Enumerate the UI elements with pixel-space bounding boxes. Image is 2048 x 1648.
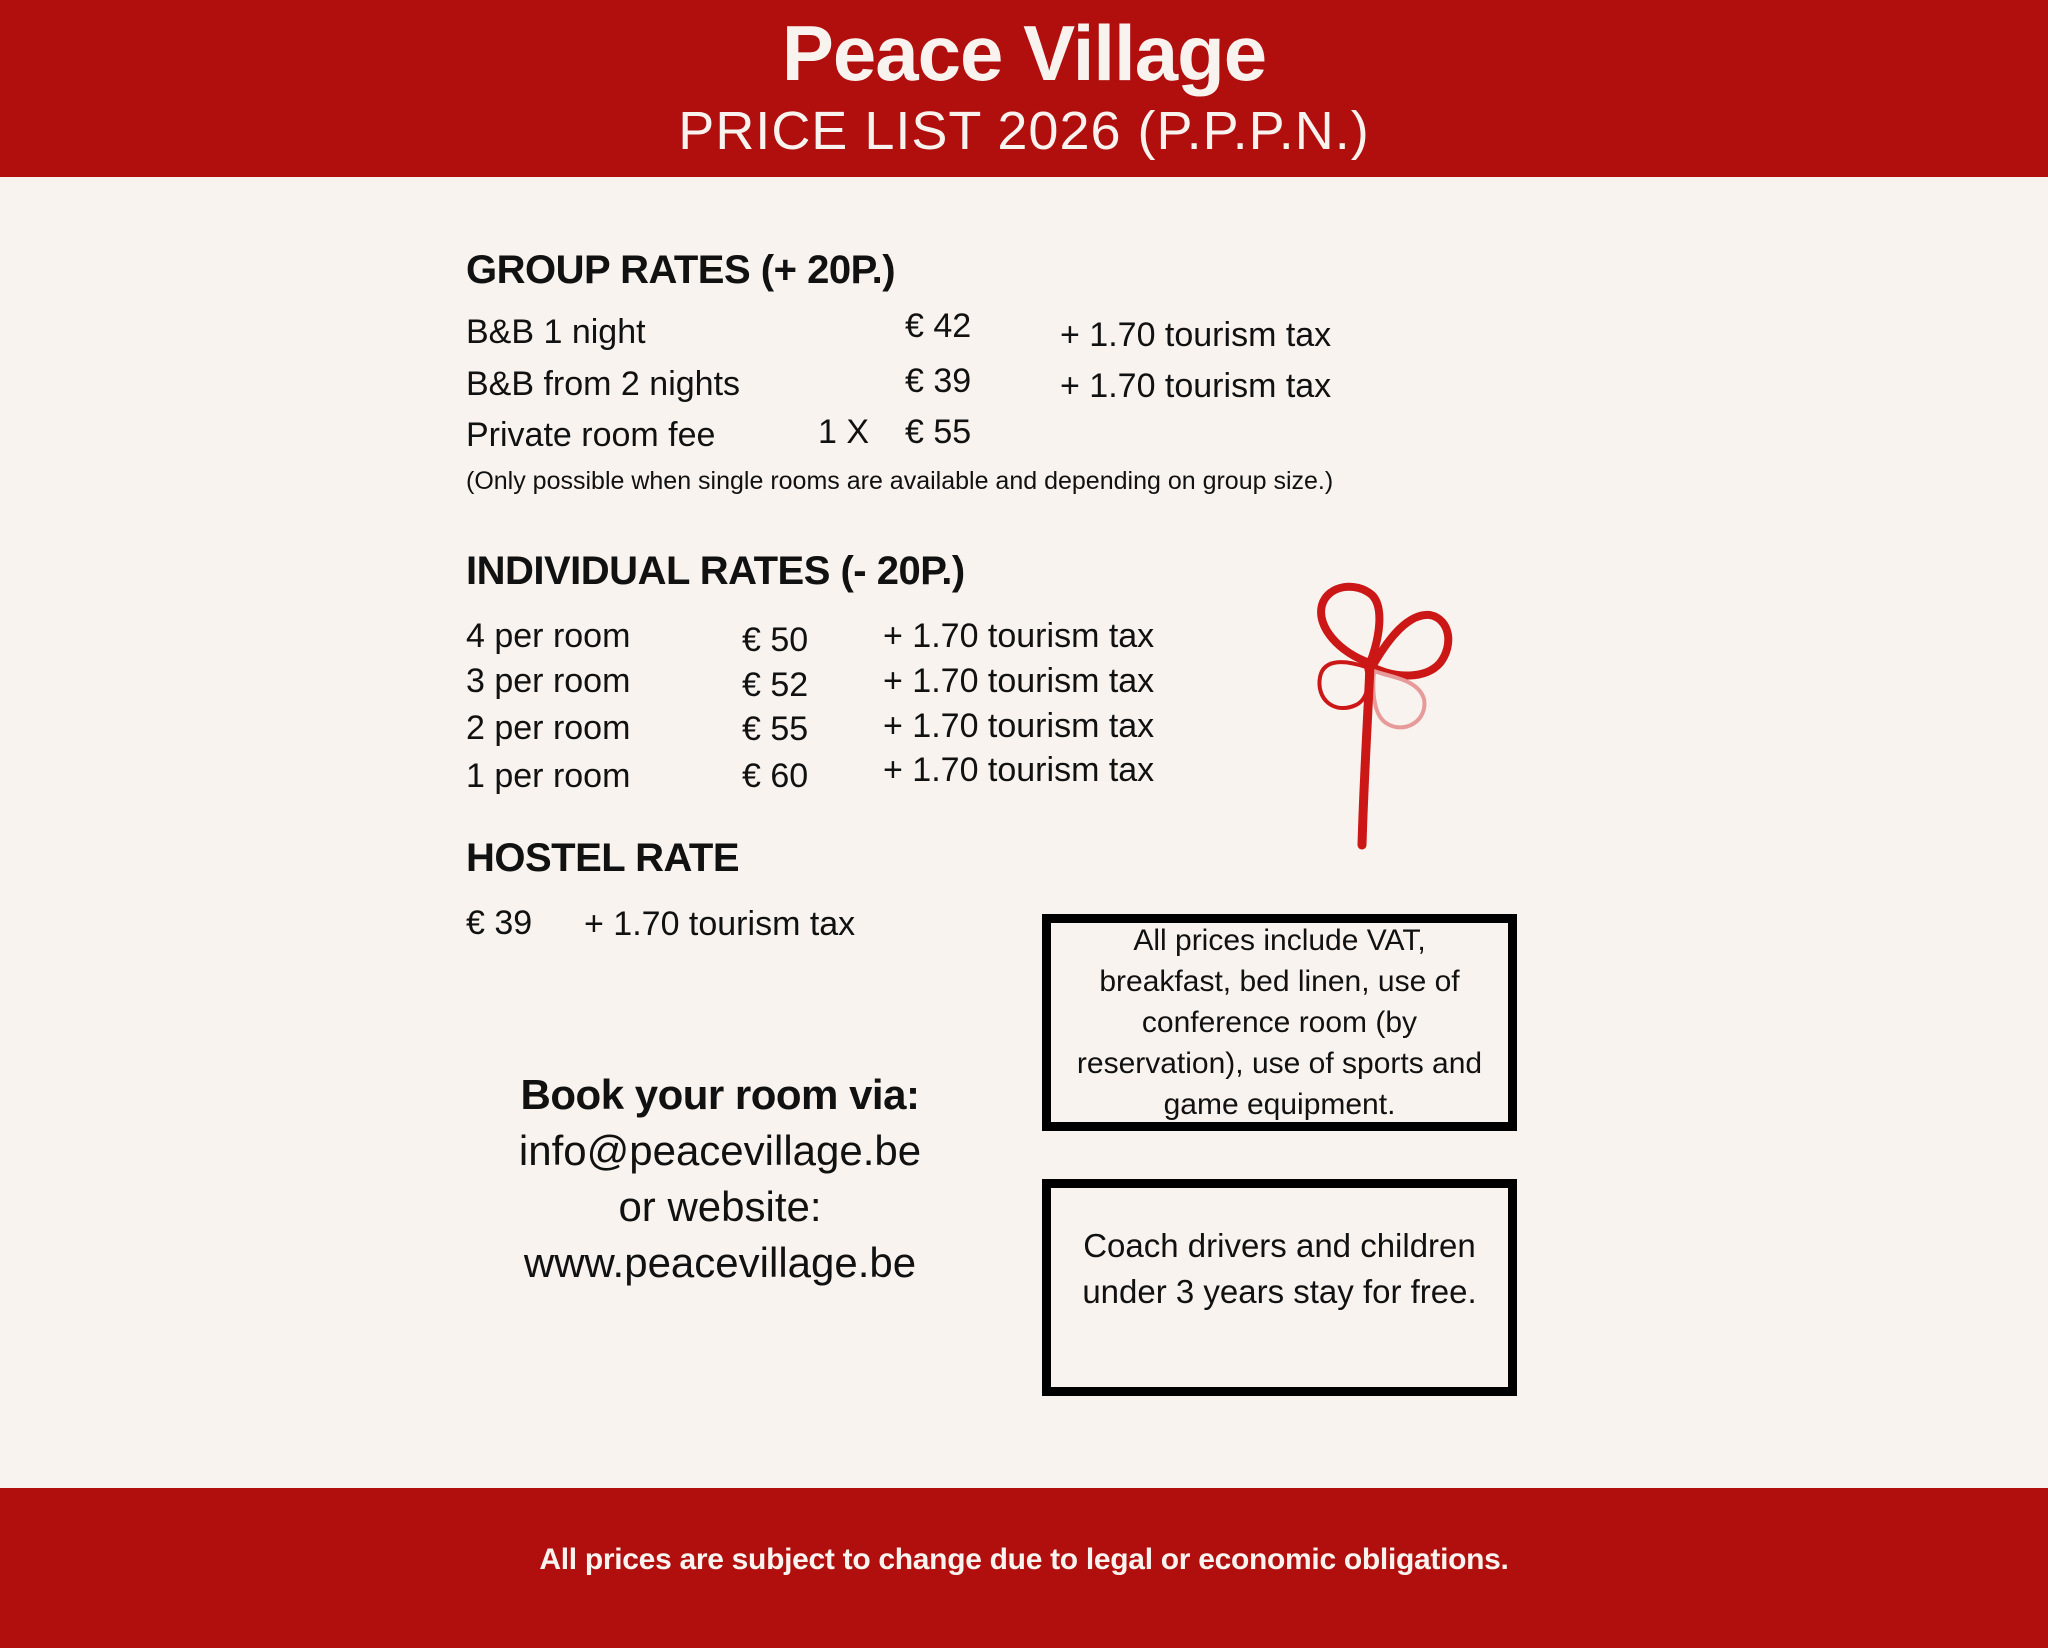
included-info-text: All prices include VAT, breakfast, bed linen, use of conference room (by reservation), use of sports and game equipment. [1076, 924, 1483, 1121]
hostel-rate-tax: + 1.70 tourism tax [584, 905, 856, 943]
free-stay-info-box [1042, 1179, 1517, 1396]
rate-tax: + 1.70 tourism tax [1060, 316, 1332, 354]
group-rates-heading: GROUP RATES (+ 20P.) [466, 248, 896, 292]
rate-tax: + 1.70 tourism tax [883, 707, 1155, 745]
booking-info [500, 1067, 940, 1291]
rate-price: € 39 [905, 362, 972, 400]
free-stay-info-text: Coach drivers and children under 3 years stay for free. [1082, 1226, 1477, 1310]
individual-rates-heading: INDIVIDUAL RATES (- 20P.) [466, 549, 965, 593]
rate-label: 2 per room [466, 709, 631, 747]
rate-price: € 52 [742, 666, 809, 704]
rate-price: € 50 [742, 621, 809, 659]
hostel-rate-heading: HOSTEL RATE [466, 836, 740, 880]
group-rates-note: (Only possible when single rooms are available and depending on group size.) [466, 467, 1334, 495]
rate-label: 4 per room [466, 617, 631, 655]
rate-price: € 55 [742, 710, 809, 748]
rate-label: 3 per room [466, 662, 631, 700]
booking-title: Book your room via: [520, 1071, 920, 1118]
footer-note: All prices are subject to change due to legal or economic obligations. [539, 1543, 1509, 1576]
included-info-box [1042, 914, 1517, 1131]
booking-website-link[interactable]: www.peacevillage.be [523, 1239, 917, 1286]
booking-connector: or website: [618, 1183, 822, 1230]
footer-banner [0, 1488, 2048, 1648]
flower-logo-icon [1300, 575, 1480, 855]
rate-label: 1 per room [466, 757, 631, 795]
rate-tax: + 1.70 tourism tax [883, 617, 1155, 655]
rate-label: B&B from 2 nights [466, 365, 741, 403]
page-subtitle: PRICE LIST 2026 (P.P.P.N.) [678, 101, 1370, 161]
rate-tax: + 1.70 tourism tax [883, 662, 1155, 700]
rate-label: Private room fee [466, 416, 716, 454]
booking-email-link[interactable]: info@peacevillage.be [518, 1127, 922, 1174]
page-title: Peace Village [781, 9, 1267, 97]
rate-multiplier: 1 X [818, 413, 870, 451]
rate-tax: + 1.70 tourism tax [883, 751, 1155, 789]
header-banner [0, 0, 2048, 177]
rate-tax: + 1.70 tourism tax [1060, 367, 1332, 405]
rate-label: B&B 1 night [466, 313, 646, 351]
rate-price: € 42 [905, 307, 972, 345]
rate-price: € 55 [905, 413, 972, 451]
hostel-rate-price: € 39 [466, 904, 533, 942]
rate-price: € 60 [742, 757, 809, 795]
